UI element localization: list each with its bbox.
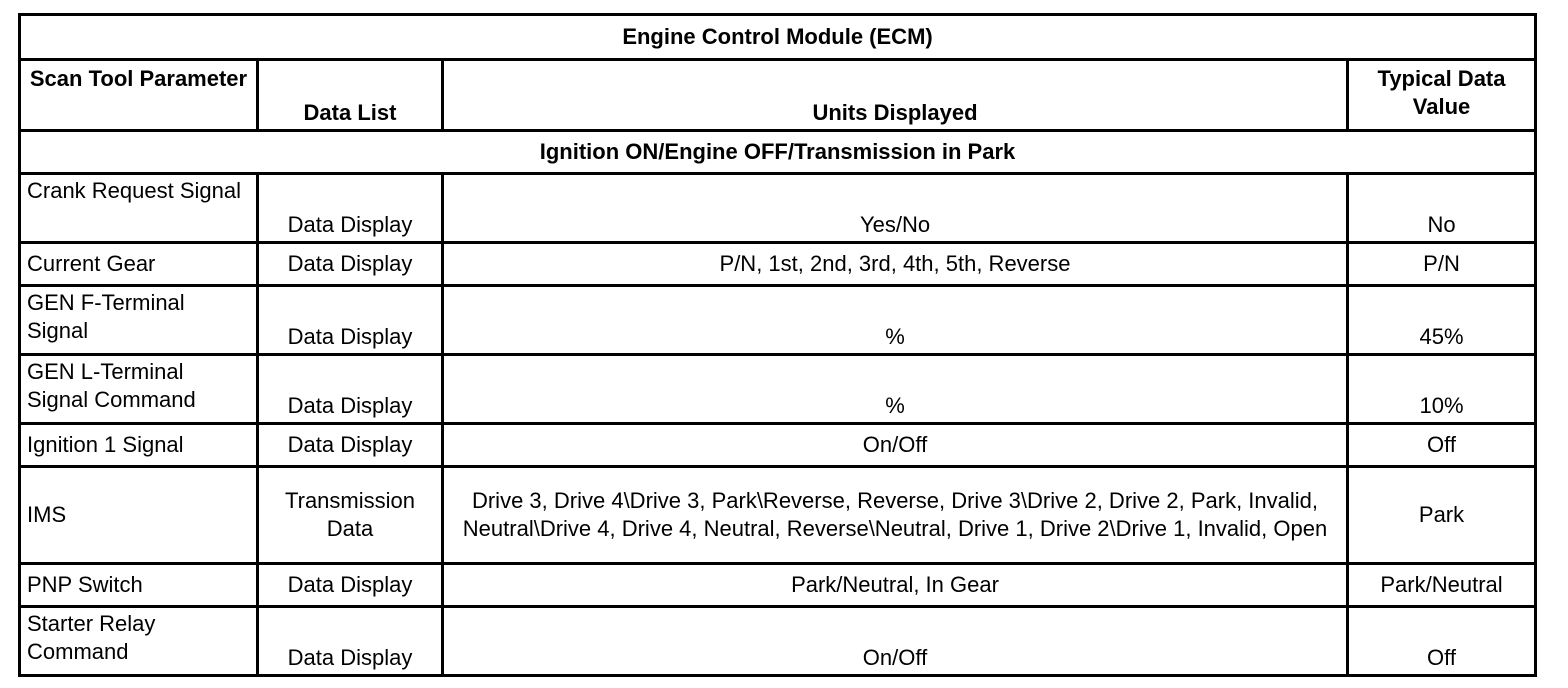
row-data-list: Transmission Data [258, 467, 443, 564]
row-units: P/N, 1st, 2nd, 3rd, 4th, 5th, Reverse [443, 243, 1348, 286]
row-typical-value: Park/Neutral [1348, 564, 1536, 607]
row-parameter: PNP Switch [20, 564, 258, 607]
section-heading: Ignition ON/Engine OFF/Transmission in Park [20, 131, 1536, 174]
row-typical-value: 45% [1348, 286, 1536, 355]
table-row [20, 355, 1536, 424]
row-units: Yes/No [443, 174, 1348, 243]
row-units: Drive 3, Drive 4\Drive 3, Park\Reverse, Reverse, Drive 3\Drive 2, Drive 2, Park, Invalid, Neutral\Drive 4, Drive 4, Neutral, Reverse\Neutral, Drive 1, Drive 2\Drive 1, Invalid, Open [443, 467, 1348, 564]
row-units: Park/Neutral, In Gear [443, 564, 1348, 607]
row-data-list: Data Display [258, 174, 443, 243]
header-data-list: Data List [258, 60, 443, 131]
table-row [20, 467, 1536, 564]
table-title: Engine Control Module (ECM) [20, 15, 1536, 60]
header-scan-tool-parameter: Scan Tool Parameter [20, 60, 258, 131]
header-units-displayed: Units Displayed [443, 60, 1348, 131]
table-row [20, 243, 1536, 286]
row-typical-value: Off [1348, 424, 1536, 467]
row-data-list: Data Display [258, 424, 443, 467]
row-data-list: Data Display [258, 243, 443, 286]
row-typical-value: P/N [1348, 243, 1536, 286]
row-typical-value: Park [1348, 467, 1536, 564]
row-parameter: GEN F-Terminal Signal [20, 286, 258, 355]
row-parameter: GEN L-Terminal Signal Command [20, 355, 258, 424]
row-parameter: Current Gear [20, 243, 258, 286]
row-data-list: Data Display [258, 564, 443, 607]
row-data-list: Data Display [258, 607, 443, 676]
table-row [20, 424, 1536, 467]
table-row [20, 174, 1536, 243]
row-data-list: Data Display [258, 286, 443, 355]
row-typical-value: 10% [1348, 355, 1536, 424]
row-typical-value: Off [1348, 607, 1536, 676]
row-typical-value: No [1348, 174, 1536, 243]
ecm-table-container [18, 13, 1534, 677]
row-units: On/Off [443, 424, 1348, 467]
table-row [20, 607, 1536, 676]
row-parameter: Crank Request Signal [20, 174, 258, 243]
row-parameter: IMS [20, 467, 258, 564]
row-parameter: Starter Relay Command [20, 607, 258, 676]
ecm-data-table [18, 13, 1537, 677]
row-data-list: Data Display [258, 355, 443, 424]
row-parameter: Ignition 1 Signal [20, 424, 258, 467]
table-row [20, 286, 1536, 355]
row-units: % [443, 286, 1348, 355]
header-typical-data-value: Typical Data Value [1348, 60, 1536, 131]
row-units: On/Off [443, 607, 1348, 676]
row-units: % [443, 355, 1348, 424]
table-row [20, 564, 1536, 607]
